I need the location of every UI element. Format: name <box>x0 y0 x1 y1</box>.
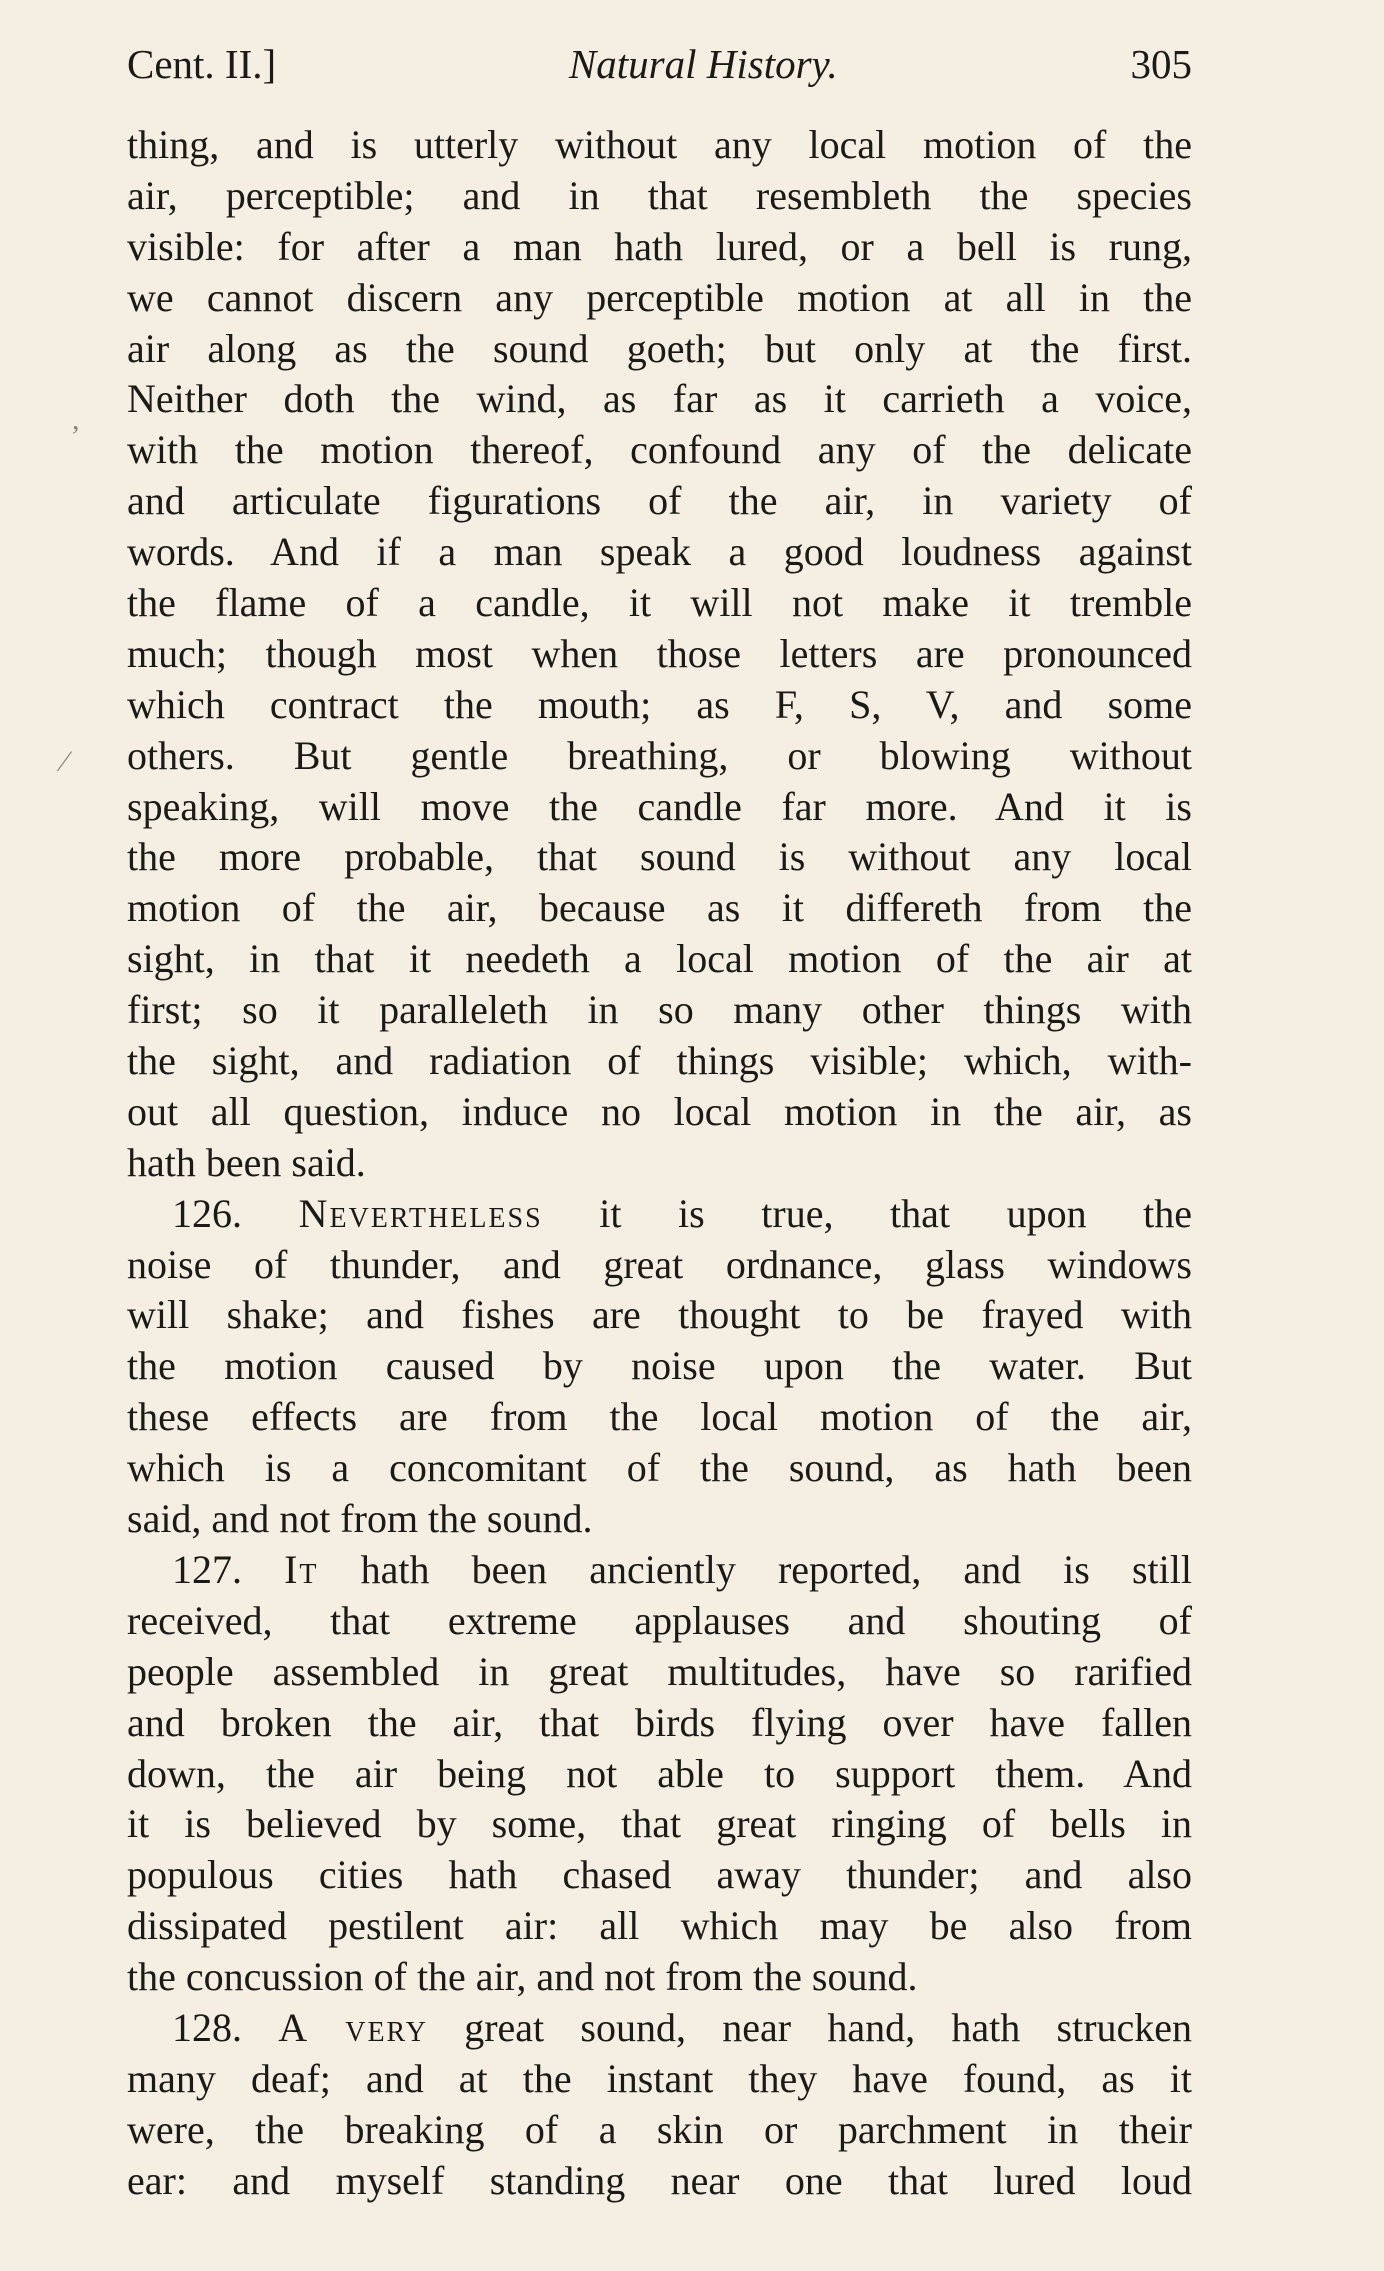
lead-word: A very <box>278 2004 428 2050</box>
text-line: it is true, that upon the <box>599 1190 1193 1236</box>
text-line: the motion caused by noise upon the water. But <box>127 1343 1192 1389</box>
text-line: first; so it paralleleth in so many other things with <box>127 987 1192 1033</box>
text-line: hath been said. <box>127 1139 366 1185</box>
text-line: populous cities hath chased away thunder; and also <box>127 1852 1192 1898</box>
text-line: motion of the air, because as it differeth from the <box>127 885 1192 931</box>
paragraph-number: 126. <box>172 1190 242 1236</box>
text-line: the more probable, that sound is without any local <box>127 834 1192 880</box>
text-line: sight, in that it needeth a local motion of the air at <box>127 936 1192 982</box>
text-line: were, the breaking of a skin or parchment in their <box>127 2106 1192 2152</box>
text-line: out all question, induce no local motion in the air, as <box>127 1088 1192 1134</box>
text-line: many deaf; and at the instant they have found, as it <box>127 2055 1192 2101</box>
margin-slash-mark: ⁄ <box>62 745 68 778</box>
text-line: dissipated pestilent air: all which may be also from <box>127 1903 1192 1949</box>
page-body <box>127 120 1192 2207</box>
text-line: much; though most when those letters are pronounced <box>127 630 1192 676</box>
text-line: we cannot discern any perceptible motion at all in the <box>127 274 1192 320</box>
text-line: others. But gentle breathing, or blowing without <box>127 732 1192 778</box>
section-label: Cent. II.] <box>127 41 277 87</box>
text-line: noise of thunder, and great ordnance, glass windows <box>127 1241 1192 1287</box>
paragraph-first-line <box>127 1189 1192 1240</box>
text-line: the sight, and radiation of things visible; which, with- <box>127 1038 1192 1084</box>
text-line: these effects are from the local motion of the air, <box>127 1394 1192 1440</box>
paragraph-continued <box>127 120 1192 1189</box>
text-line: ear: and myself standing near one that lured loud <box>127 2157 1192 2203</box>
text-line: speaking, will move the candle far more. And it is <box>127 783 1192 829</box>
text-line: it is believed by some, that great ringing of bells in <box>127 1801 1192 1847</box>
text-line: air, perceptible; and in that resembleth the species <box>127 172 1192 218</box>
text-line: Neither doth the wind, as far as it carrieth a voice, <box>127 376 1192 422</box>
text-line: which contract the mouth; as F, S, V, and some <box>127 681 1192 727</box>
text-line: and articulate figurations of the air, in variety of <box>127 478 1192 524</box>
paragraph-127 <box>127 1545 1192 2003</box>
running-header <box>127 40 1192 88</box>
paragraph-126 <box>127 1189 1192 1545</box>
lead-word: Nevertheless <box>298 1190 543 1236</box>
paragraph-number: 128. <box>172 2004 242 2050</box>
text-line: thing, and is utterly without any local motion of the <box>127 122 1192 167</box>
paragraph-first-line <box>127 1545 1192 1596</box>
margin-tick-mark: , <box>72 403 80 436</box>
text-line: which is a concomitant of the sound, as hath been <box>127 1445 1192 1491</box>
text-line: said, and not from the sound. <box>127 1496 593 1542</box>
text-line: hath been anciently reported, and is still <box>360 1546 1192 1592</box>
text-line: down, the air being not able to support them. And <box>127 1750 1192 1796</box>
text-line: and broken the air, that birds flying over have fallen <box>127 1699 1192 1745</box>
text-line: the concussion of the air, and not from the sound. <box>127 1954 918 2000</box>
text-line: received, that extreme applauses and shouting of <box>127 1597 1192 1643</box>
lead-word: It <box>284 1546 319 1592</box>
text-line: great sound, near hand, hath strucken <box>464 2004 1193 2050</box>
text-line: with the motion thereof, confound any of the delicate <box>127 427 1192 473</box>
running-title: Natural History. <box>568 41 838 87</box>
paragraph-number: 127. <box>172 1546 242 1592</box>
page-number: 305 <box>1130 41 1192 87</box>
text-line: will shake; and fishes are thought to be frayed with <box>127 1292 1192 1338</box>
text-line: air along as the sound goeth; but only at the first. <box>127 325 1192 371</box>
text-line: people assembled in great multitudes, have so rarified <box>127 1648 1192 1694</box>
text-line: visible: for after a man hath lured, or a bell is rung, <box>127 223 1192 269</box>
text-line: words. And if a man speak a good loudness against <box>127 529 1192 575</box>
text-line: the flame of a candle, it will not make it tremble <box>127 580 1192 626</box>
paragraph-128 <box>127 2003 1192 2207</box>
paragraph-first-line <box>127 2003 1192 2054</box>
